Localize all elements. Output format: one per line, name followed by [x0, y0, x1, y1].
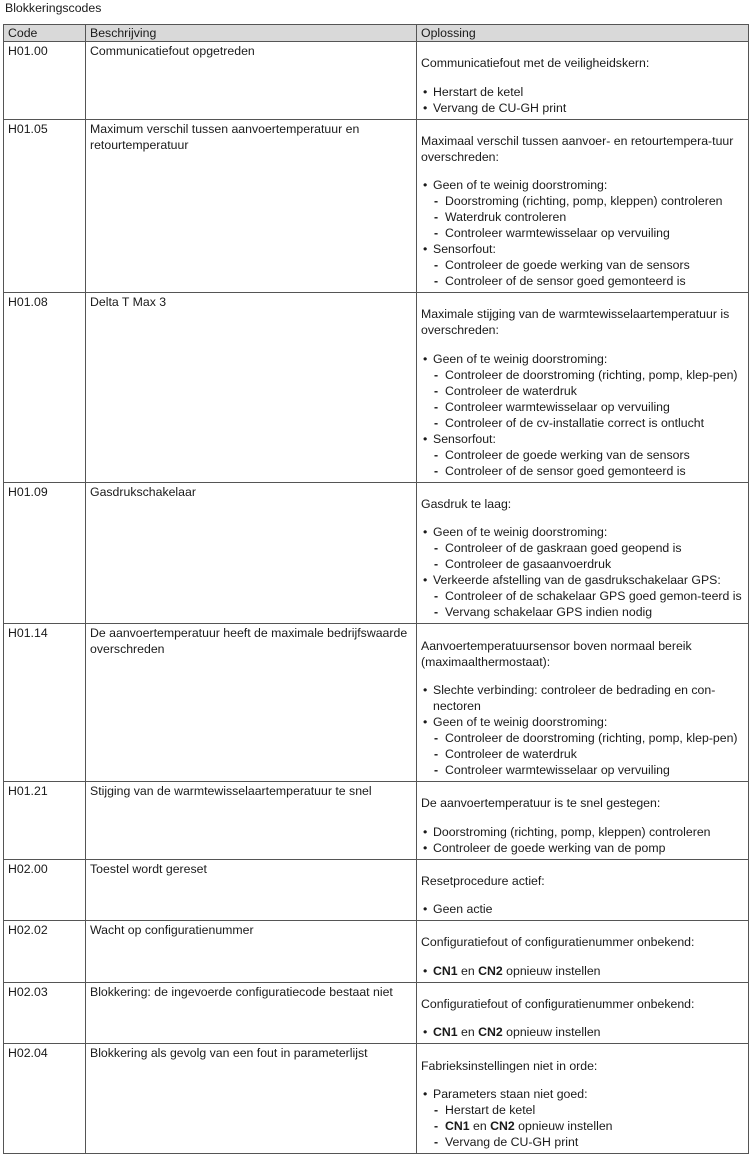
solution-cell	[417, 482, 749, 624]
code-cell: H01.05	[4, 119, 86, 293]
description-cell: Blokkering als gevolg van een fout in parameterlijst	[86, 1044, 417, 1154]
solution-item	[421, 572, 744, 620]
description-cell: Blokkering: de ingevoerde configuratiecode bestaat niet	[86, 982, 417, 1044]
table-row	[4, 859, 749, 921]
solution-item-text: Verkeerde afstelling van de gasdrukschakelaar GPS:	[433, 573, 721, 588]
description-cell: Wacht op configuratienummer	[86, 921, 417, 983]
solution-item	[421, 901, 744, 917]
solution-item	[421, 524, 744, 572]
solution-intro: Maximaal verschil tussen aanvoer- en retourtempera-tuur overschreden:	[421, 133, 734, 164]
solution-item-text: Vervang de CU-GH print	[433, 100, 567, 115]
solution-intro: Configuratiefout of configuratienummer onbekend:	[421, 997, 695, 1012]
description-cell: Maximum verschil tussen aanvoertemperatuur en retourtemperatuur	[86, 119, 417, 293]
description-cell: Communicatiefout opgetreden	[86, 42, 417, 120]
description-cell: Gasdrukschakelaar	[86, 482, 417, 624]
sub-list	[433, 540, 744, 572]
solution-item	[421, 241, 744, 289]
code-cell: H01.14	[4, 624, 86, 782]
solution-item-text: Geen of te weinig doorstroming:	[433, 178, 608, 193]
solution-item-text: Sensorfout:	[433, 242, 496, 257]
solution-intro: De aanvoertemperatuur is te snel gestegen:	[421, 796, 661, 811]
table-row	[4, 921, 749, 983]
solution-item-text: CN1 en CN2 opnieuw instellen	[433, 1025, 601, 1040]
sub-item: - Controleer warmtewisselaar op vervuiling	[433, 399, 744, 415]
solution-list	[421, 351, 744, 479]
header-description: Beschrijving	[86, 25, 417, 42]
solution-list	[421, 963, 744, 979]
solution-list	[421, 1086, 744, 1150]
solution-item	[421, 824, 744, 840]
solution-intro: Gasdruk te laag:	[421, 497, 512, 512]
solution-list	[421, 524, 744, 620]
solution-cell	[417, 1044, 749, 1154]
solution-cell	[417, 42, 749, 120]
sub-item: - Controleer de goede werking van de sensors	[433, 447, 744, 463]
table-row	[4, 293, 749, 483]
solution-item-text: Doorstroming (richting, pomp, kleppen) controleren	[433, 824, 711, 839]
sub-list	[433, 257, 744, 289]
sub-item: - Controleer de gasaanvoerdruk	[433, 556, 744, 572]
solution-list	[421, 84, 744, 116]
solution-item	[421, 963, 744, 979]
solution-cell	[417, 921, 749, 983]
code-cell: H01.09	[4, 482, 86, 624]
table-row	[4, 624, 749, 782]
solution-item-text: CN1 en CN2 opnieuw instellen	[433, 963, 601, 978]
code-cell: H02.03	[4, 982, 86, 1044]
table-row	[4, 982, 749, 1044]
sub-item: - Vervang de CU-GH print	[433, 1134, 744, 1150]
sub-item: - Controleer de waterdruk	[433, 383, 744, 399]
sub-list	[433, 447, 744, 479]
solution-item	[421, 177, 744, 241]
solution-cell	[417, 293, 749, 483]
solution-item-text: Parameters staan niet goed:	[433, 1086, 588, 1101]
sub-item: - CN1 en CN2 opnieuw instellen	[433, 1118, 744, 1134]
sub-item: - Controleer de goede werking van de sensors	[433, 257, 744, 273]
sub-item: - Controleer de waterdruk	[433, 746, 744, 762]
solution-item	[421, 682, 744, 714]
solution-intro: Communicatiefout met de veiligheidskern:	[421, 56, 650, 71]
sub-item: - Controleer of de gaskraan goed geopend is	[433, 540, 744, 556]
table-row	[4, 781, 749, 859]
solution-item	[421, 714, 744, 778]
table-header-row	[4, 25, 749, 42]
solution-item-text: Geen of te weinig doorstroming:	[433, 525, 608, 540]
sub-list	[433, 193, 744, 241]
solution-intro: Aanvoertemperatuursensor boven normaal bereik (maximaalthermostaat):	[421, 638, 692, 669]
solution-item	[421, 84, 744, 100]
table-row	[4, 1044, 749, 1154]
solution-cell	[417, 982, 749, 1044]
solution-item-text: Sensorfout:	[433, 431, 496, 446]
solution-cell	[417, 859, 749, 921]
header-code: Code	[4, 25, 86, 42]
sub-item: - Vervang schakelaar GPS indien nodig	[433, 604, 744, 620]
sub-item: - Controleer de doorstroming (richting, pomp, klep-pen)	[433, 730, 744, 746]
sub-item: - Controleer de doorstroming (richting, pomp, klep-pen)	[433, 367, 744, 383]
solution-item-text: Slechte verbinding: controleer de bedrading en con-nectoren	[433, 682, 716, 713]
solution-item	[421, 1024, 744, 1040]
sub-item: - Waterdruk controleren	[433, 209, 744, 225]
table-row	[4, 42, 749, 120]
table-row	[4, 119, 749, 293]
solution-item	[421, 431, 744, 479]
solution-item-text: Controleer de goede werking van de pomp	[433, 840, 666, 855]
solution-list	[421, 824, 744, 856]
sub-list	[433, 367, 744, 431]
solution-list	[421, 901, 744, 917]
solution-cell	[417, 119, 749, 293]
code-cell: H01.08	[4, 293, 86, 483]
description-cell: Stijging van de warmtewisselaartemperatuur te snel	[86, 781, 417, 859]
table-caption: Blokkeringscodes	[5, 1, 102, 15]
sub-item: - Controleer of de schakelaar GPS goed gemon-teerd is	[433, 588, 744, 604]
code-cell: H01.00	[4, 42, 86, 120]
solution-intro: Fabrieksinstellingen niet in orde:	[421, 1058, 598, 1073]
solution-item-text: Geen of te weinig doorstroming:	[433, 714, 608, 729]
solution-cell	[417, 624, 749, 782]
code-cell: H02.02	[4, 921, 86, 983]
sub-item: - Herstart de ketel	[433, 1102, 744, 1118]
solution-item	[421, 100, 744, 116]
solution-cell	[417, 781, 749, 859]
sub-item: - Controleer warmtewisselaar op vervuiling	[433, 225, 744, 241]
solution-list	[421, 1024, 744, 1040]
description-cell: Toestel wordt gereset	[86, 859, 417, 921]
solution-item-text: Geen of te weinig doorstroming:	[433, 351, 608, 366]
table-body	[4, 42, 749, 1154]
sub-list	[433, 1102, 744, 1150]
description-cell: Delta T Max 3	[86, 293, 417, 483]
code-cell: H02.04	[4, 1044, 86, 1154]
solution-intro: Maximale stijging van de warmtewisselaartemperatuur is overschreden:	[421, 307, 730, 338]
solution-list	[421, 682, 744, 778]
sub-item: - Controleer of de sensor goed gemonteerd is	[433, 463, 744, 479]
sub-item: - Doorstroming (richting, pomp, kleppen) controleren	[433, 193, 744, 209]
blocking-codes-table	[3, 24, 749, 1154]
code-cell: H02.00	[4, 859, 86, 921]
solution-item-text: Geen actie	[433, 902, 493, 917]
solution-item	[421, 1086, 744, 1150]
sub-item: - Controleer warmtewisselaar op vervuiling	[433, 762, 744, 778]
solution-item	[421, 840, 744, 856]
sub-list	[433, 588, 744, 620]
code-cell: H01.21	[4, 781, 86, 859]
solution-list	[421, 177, 744, 289]
solution-intro: Configuratiefout of configuratienummer onbekend:	[421, 935, 695, 950]
sub-list	[433, 730, 744, 778]
description-cell: De aanvoertemperatuur heeft de maximale bedrijfswaarde overschreden	[86, 624, 417, 782]
sub-item: - Controleer of de sensor goed gemonteerd is	[433, 273, 744, 289]
header-solution: Oplossing	[417, 25, 749, 42]
table-row	[4, 482, 749, 624]
solution-item-text: Herstart de ketel	[433, 84, 524, 99]
sub-item: - Controleer of de cv-installatie correct is ontlucht	[433, 415, 744, 431]
solution-item	[421, 351, 744, 431]
solution-intro: Resetprocedure actief:	[421, 873, 545, 888]
